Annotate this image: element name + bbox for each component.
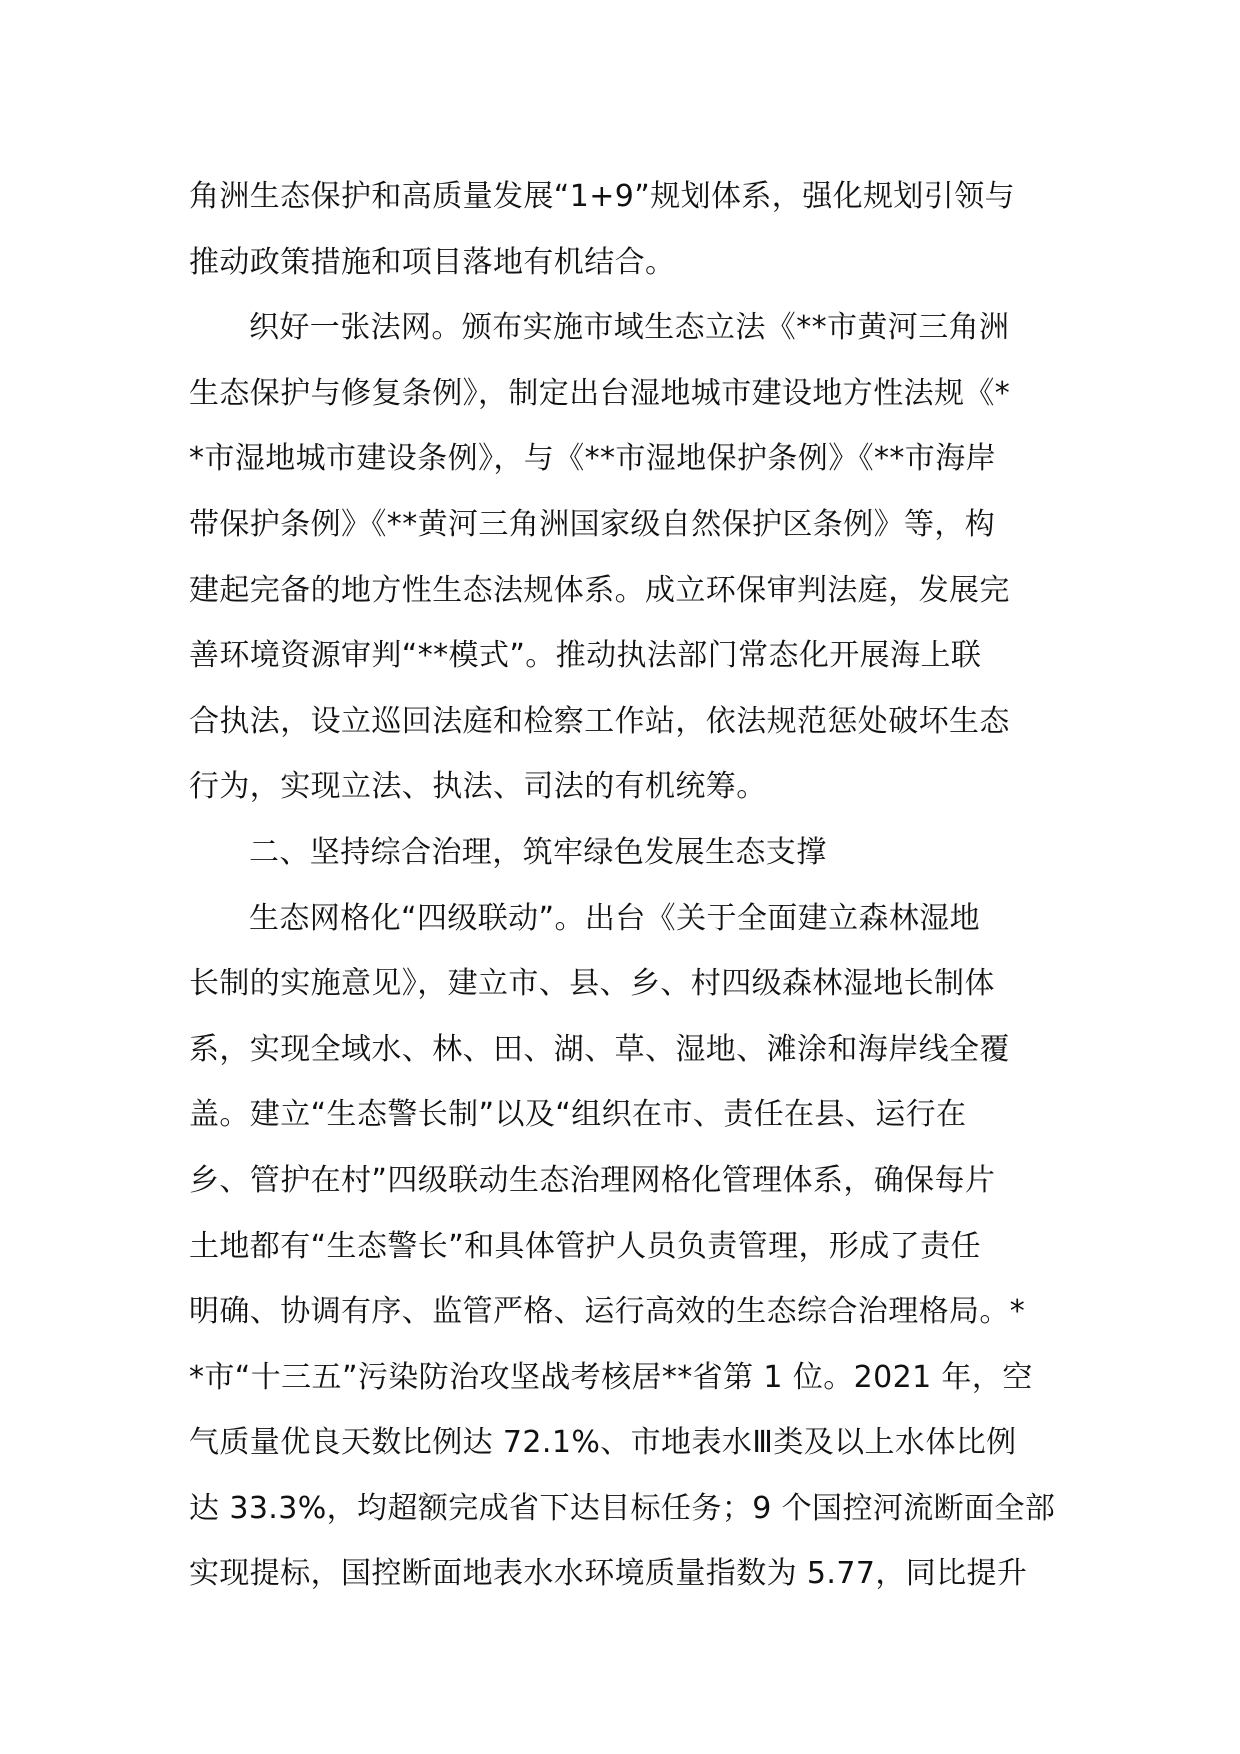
text-line: *市湿地城市建设条例》，与《**市湿地保护条例》《**市海岸: [189, 441, 996, 477]
text-line: 系，实现全域水、林、田、湖、草、湿地、滩涂和海岸线全覆: [189, 1031, 1010, 1067]
text-line: 盖。建立“生态警长制”以及“组织在市、责任在县、运行在: [189, 1097, 967, 1133]
text-line: 建起完备的地方性生态法规体系。成立环保审判法庭，发展完: [189, 572, 1010, 608]
section-heading: 二、坚持综合治理，筑牢绿色发展生态支撑: [249, 834, 827, 870]
text-line: 善环境资源审判“**模式”。推动执法部门常态化开展海上联: [189, 638, 982, 674]
text-line: 长制的实施意见》，建立市、县、乡、村四级森林湿地长制体: [189, 966, 995, 1002]
text-line: 实现提标，国控断面地表水水环境质量指数为 5.77，同比提升: [189, 1556, 1028, 1592]
text-line: 带保护条例》《**黄河三角洲国家级自然保护区条例》等，构: [189, 506, 996, 542]
text-line: 达 33.3%，均超额完成省下达目标任务；9 个国控河流断面全部: [189, 1490, 1056, 1526]
paragraph-first-line: 织好一张法网。颁布实施市域生态立法《**市黄河三角洲: [249, 310, 1010, 346]
paragraph-first-line: 生态网格化“四级联动”。出台《关于全面建立森林湿地: [249, 900, 981, 936]
text-line: *市“十三五”污染防治攻坚战考核居**省第 1 位。2021 年，空: [189, 1359, 1033, 1395]
text-line: 合执法，设立巡回法庭和检察工作站，依法规范惩处破坏生态: [189, 703, 1010, 739]
text-line: 推动政策措施和项目落地有机结合。: [189, 244, 676, 280]
text-line: 行为，实现立法、执法、司法的有机统筹。: [189, 769, 767, 805]
text-line: 角洲生态保护和高质量发展“1+9”规划体系，强化规划引领与: [189, 179, 1015, 214]
text-line: 生态保护与修复条例》，制定出台湿地城市建设地方性法规《*: [189, 375, 1011, 411]
text-line: 明确、协调有序、监管严格、运行高效的生态综合治理格局。*: [189, 1294, 1026, 1330]
text-line: 土地都有“生态警长”和具体管护人员负责管理，形成了责任: [189, 1228, 981, 1264]
document-body: [189, 164, 1056, 1607]
text-line: 气质量优良天数比例达 72.1%、市地表水Ⅲ类及以上水体比例: [189, 1425, 1017, 1461]
text-line: 乡、管护在村”四级联动生态治理网格化管理体系，确保每片: [189, 1162, 996, 1198]
